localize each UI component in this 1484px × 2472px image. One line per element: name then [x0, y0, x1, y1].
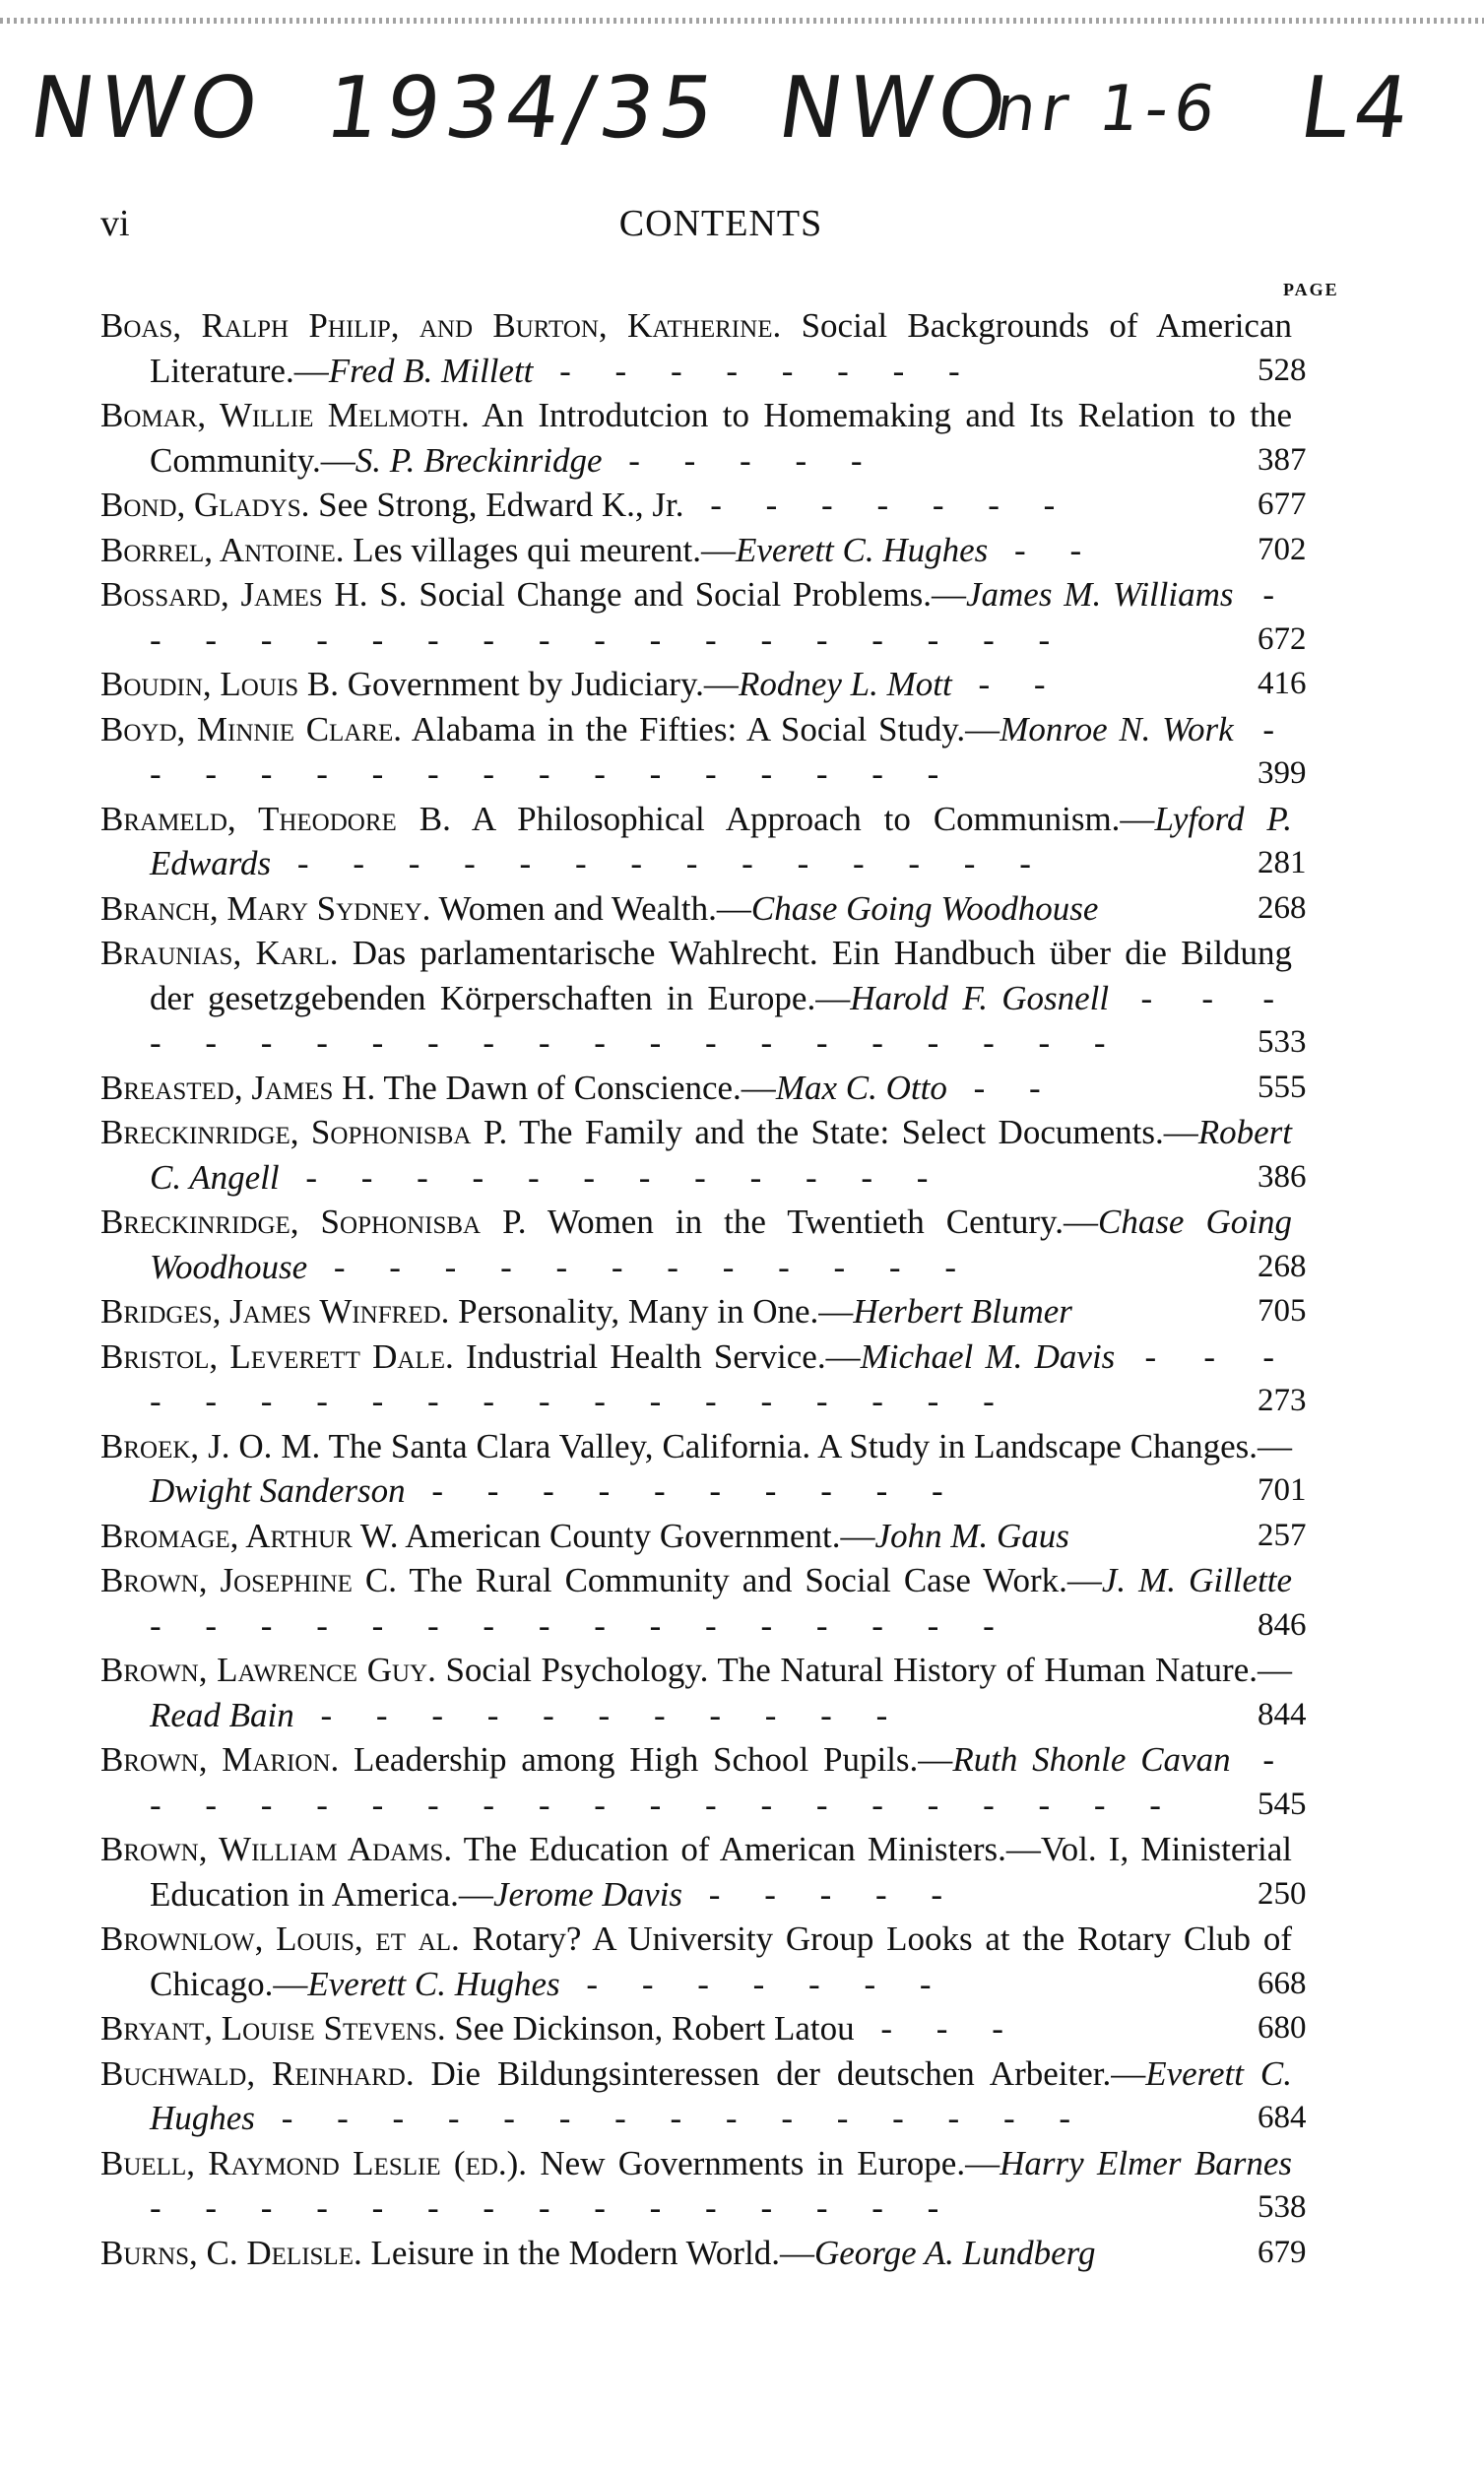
- entry-page-number: 680: [1258, 2010, 1307, 2046]
- entry-text: [100, 1737, 1292, 1827]
- entry-title: Government by Judiciary.—: [338, 665, 739, 703]
- entry-text: [100, 931, 1292, 1066]
- entry-title: Personality, Many in One.—: [449, 1292, 854, 1331]
- entry-page-number: 545: [1258, 1786, 1307, 1822]
- entry-page-number: 555: [1258, 1069, 1307, 1105]
- entry-reviewer: Everett C. Hughes: [307, 1964, 560, 2003]
- contents-entry: [100, 1827, 1346, 1917]
- entry-author: Brown, Josephine C.: [100, 1561, 398, 1599]
- entry-text: [100, 393, 1292, 483]
- contents-entry: [100, 483, 1346, 528]
- entry-text: [100, 1289, 1292, 1334]
- scan-edge-mark: [0, 18, 1484, 24]
- entry-author: Brameld, Theodore B.: [100, 799, 451, 838]
- entry-reviewer: J. M. Gillette: [1101, 1561, 1293, 1599]
- entry-reviewer: Dwight Sanderson: [150, 1471, 406, 1510]
- entry-author: Bomar, Willie Melmoth.: [100, 396, 470, 434]
- entry-text: [100, 707, 1292, 797]
- entry-text: [100, 303, 1292, 393]
- entry-text: [100, 1827, 1292, 1917]
- contents-entry: [100, 1200, 1346, 1289]
- entry-title: Die Bildungsinteressen der deutschen Arbeiter.—: [414, 2053, 1146, 2093]
- entry-reviewer: Jerome Davis: [492, 1874, 683, 1914]
- entry-title: A Philosophical Approach to Communism.—: [450, 799, 1155, 838]
- entry-title: American County Government.—: [398, 1516, 875, 1555]
- entry-page-number: 538: [1258, 2189, 1307, 2225]
- entry-reviewer: Everett C. Hughes: [736, 530, 989, 569]
- handwritten-token: L4: [1294, 59, 1422, 158]
- entry-author: Buchwald, Reinhard.: [100, 2053, 415, 2093]
- contents-entry: [100, 1558, 1346, 1648]
- entry-title: Women and Wealth.—: [430, 888, 751, 928]
- contents-entry: [100, 662, 1346, 707]
- entry-title: Alabama in the Fifties: A Social Study.—: [402, 709, 1000, 748]
- entry-title: Social Psychology. The Natural History of Human Nature.—: [435, 1651, 1292, 1689]
- contents-entry: [100, 1066, 1346, 1111]
- entry-author: Borrel, Antoine.: [100, 530, 345, 569]
- page-column-label: PAGE: [1283, 280, 1339, 299]
- entry-text: [100, 1917, 1292, 2006]
- dot-leaders: - - - - - - -: [559, 1964, 949, 2003]
- entry-author: Breasted, James H.: [100, 1068, 376, 1107]
- dot-leaders: - -: [946, 1068, 1059, 1107]
- entry-reviewer: Chase Going Woodhouse: [750, 888, 1099, 928]
- entry-author: Bristol, Leverett Dale.: [100, 1336, 454, 1376]
- dot-leaders: - - - - - - - - - - - -: [279, 1157, 946, 1197]
- entry-reviewer: Everett C. Hughes: [150, 2053, 1293, 2137]
- entry-title: Les villages qui meurent.—: [344, 530, 737, 569]
- entry-author: Bridges, James Winfred.: [100, 1292, 450, 1331]
- entry-text: [100, 572, 1292, 662]
- entry-author: Boyd, Minnie Clare.: [100, 709, 403, 748]
- entry-author: Bossard, James H. S.: [100, 575, 408, 614]
- contents-entry: [100, 1289, 1346, 1334]
- entry-page-number: 677: [1258, 487, 1307, 522]
- entry-text: [100, 1110, 1292, 1200]
- entry-author: Branch, Mary Sydney.: [100, 888, 431, 928]
- contents-entry: [100, 1110, 1346, 1200]
- entry-author: Buell, Raymond Leslie (ed.).: [100, 2143, 528, 2182]
- dot-leaders: - - - - - - -: [683, 486, 1073, 524]
- dot-leaders: - - - - -: [682, 1874, 961, 1914]
- entry-author: Breckinridge, Sophonisba P.: [100, 1203, 527, 1241]
- entry-text: [100, 2051, 1292, 2141]
- entry-reviewer: Herbert Blumer: [853, 1292, 1072, 1331]
- entry-reviewer: John M. Gaus: [874, 1516, 1069, 1555]
- entry-reviewer: Robert C. Angell: [150, 1113, 1292, 1197]
- entry-title: The Santa Clara Valley, California. A Study in Landscape Changes.—: [320, 1426, 1292, 1465]
- dot-leaders: - - - - - - - - - - -: [293, 1695, 906, 1734]
- entry-reviewer: Michael M. Davis: [860, 1336, 1116, 1376]
- dot-leaders: - - - - - - - - - - - - - - - - - - - - -: [150, 978, 1293, 1062]
- entry-page-number: 705: [1258, 1293, 1307, 1329]
- entry-reviewer: Rodney L. Mott: [738, 665, 952, 703]
- entry-page-number: 273: [1258, 1383, 1307, 1418]
- entry-title: Women in the Twentieth Century.—: [526, 1203, 1098, 1241]
- contents-entry: [100, 1424, 1346, 1514]
- dot-leaders: - - - - - - - - - - - - - - - - - -: [150, 575, 1293, 659]
- entry-text: [100, 1558, 1292, 1648]
- entry-page-number: 533: [1258, 1024, 1307, 1060]
- entry-author: Bond, Gladys.: [100, 486, 310, 524]
- contents-entry: [100, 886, 1346, 932]
- entry-title: New Governments in Europe.—: [527, 2143, 1000, 2182]
- contents-entry: [100, 1334, 1346, 1424]
- contents-entry: [100, 1737, 1346, 1827]
- entry-title: Leadership among High School Pupils.—: [339, 1740, 953, 1779]
- entry-author: Boudin, Louis B.: [100, 665, 339, 703]
- entry-author: Breckinridge, Sophonisba P.: [100, 1113, 508, 1151]
- dot-leaders: - - - - - - - - - - - - - - - -: [150, 1605, 1012, 1645]
- entry-title: See Dickinson, Robert Latou: [445, 2009, 855, 2048]
- entry-author: Burns, C. Delisle.: [100, 2233, 362, 2272]
- entry-page-number: 250: [1258, 1875, 1307, 1912]
- entry-author: Brown, William Adams.: [100, 1830, 453, 1868]
- entry-text: [100, 483, 1292, 528]
- contents-list: [100, 303, 1346, 2275]
- entry-author: Brown, Lawrence Guy.: [100, 1651, 436, 1689]
- dot-leaders: - - -: [854, 2009, 1021, 2048]
- entry-page-number: 399: [1258, 755, 1307, 791]
- entry-page-number: 268: [1258, 889, 1307, 926]
- contents-entry: [100, 1514, 1346, 1559]
- entry-title: The Education of American Ministers.—Vol. I, Ministerial Education in America.—: [150, 1830, 1292, 1914]
- entry-text: [100, 1066, 1292, 1111]
- contents-entry: [100, 572, 1346, 662]
- entry-page-number: 844: [1258, 1696, 1307, 1732]
- dot-leaders: - - - - - - - - - - - -: [307, 1247, 974, 1286]
- entry-page-number: 268: [1258, 1248, 1307, 1284]
- handwritten-token: 1934/35: [319, 59, 727, 158]
- entry-text: [100, 662, 1292, 707]
- contents-entry: [100, 393, 1346, 483]
- dot-leaders: - - - - - - - - - - - - - - - - - - -: [150, 1336, 1292, 1420]
- entry-reviewer: Ruth Shonle Cavan: [952, 1740, 1231, 1779]
- entry-title: The Family and the State: Select Documents.—: [507, 1113, 1198, 1151]
- handwritten-token: NWO: [24, 59, 270, 158]
- entry-reviewer: Lyford P. Edwards: [150, 799, 1293, 882]
- entry-page-number: 257: [1258, 1517, 1307, 1553]
- entry-page-number: 846: [1258, 1606, 1307, 1643]
- handwritten-call-number: [22, 59, 1456, 177]
- entry-author: Bromage, Arthur W.: [100, 1516, 399, 1555]
- entry-reviewer: Chase Going Woodhouse: [150, 1203, 1292, 1286]
- entry-title: Industrial Health Service.—: [453, 1336, 861, 1376]
- entry-reviewer: Read Bain: [150, 1695, 294, 1734]
- page-header: [100, 202, 1341, 261]
- dot-leaders: - -: [988, 530, 1100, 569]
- entry-page-number: 684: [1258, 2100, 1307, 2135]
- dot-leaders: - - - - - - - - - - - - - - -: [254, 2099, 1089, 2137]
- contents-entry: [100, 2231, 1346, 2276]
- entry-page-number: 672: [1258, 620, 1307, 657]
- contents-entry: [100, 528, 1346, 573]
- entry-page-number: 416: [1258, 666, 1307, 701]
- contents-entry: [100, 2006, 1346, 2051]
- entry-reviewer: Harry Elmer Barnes: [1000, 2143, 1292, 2182]
- entry-title: Social Change and Social Problems.—: [407, 575, 966, 614]
- entry-author: Boas, Ralph Philip, and Burton, Katherine.: [100, 306, 782, 345]
- dot-leaders: - - - - - - - - - - - - - -: [271, 844, 1049, 882]
- entry-title: Rotary? A University Group Looks at the Rotary Club of Chicago.—: [150, 1919, 1292, 2003]
- entry-reviewer: S. P. Breckinridge: [355, 440, 603, 480]
- contents-entry: [100, 707, 1346, 797]
- entry-text: [100, 2231, 1292, 2276]
- entry-page-number: 281: [1258, 845, 1307, 880]
- contents-entry: [100, 797, 1346, 886]
- entry-reviewer: Monroe N. Work: [1000, 709, 1234, 748]
- handwritten-token: NWO: [772, 59, 1018, 158]
- entry-page-number: 679: [1258, 2234, 1307, 2270]
- entry-page-number: 701: [1258, 1472, 1307, 1508]
- dot-leaders: - -: [951, 665, 1064, 703]
- entry-title: The Dawn of Conscience.—: [375, 1068, 776, 1107]
- entry-author: Braunias, Karl.: [100, 934, 339, 972]
- entry-text: [100, 528, 1292, 573]
- entry-page-number: 386: [1258, 1158, 1307, 1195]
- entry-author: Brownlow, Louis, et al.: [100, 1919, 460, 1958]
- entry-author: Broek, J. O. M.: [100, 1426, 321, 1465]
- dot-leaders: - - - - - - - - - - - - - - -: [150, 2188, 957, 2227]
- entry-text: [100, 1334, 1292, 1424]
- entry-text: [100, 2141, 1292, 2231]
- entry-title: Das parlamentarische Wahlrecht. Ein Handbuch über die Bildung der gesetzgebenden Körperschaften in Europe.—: [150, 934, 1292, 1017]
- page-number: vi: [100, 203, 130, 244]
- contents-entry: [100, 2141, 1346, 2231]
- entry-page-number: 387: [1258, 441, 1307, 478]
- entry-reviewer: George A. Lundberg: [813, 2233, 1096, 2272]
- entry-title: Leisure in the Modern World.—: [361, 2233, 814, 2272]
- entry-text: [100, 1200, 1292, 1289]
- dot-leaders: - - - - - - - - - - - - - - - -: [150, 709, 1292, 793]
- entry-page-number: 702: [1258, 531, 1307, 567]
- entry-text: [100, 797, 1292, 886]
- dot-leaders: - - - - - - - - - -: [405, 1471, 961, 1510]
- entry-text: [100, 2006, 1292, 2051]
- entry-text: [100, 1424, 1292, 1514]
- contents-entry: [100, 2051, 1346, 2141]
- entry-author: Brown, Marion.: [100, 1740, 340, 1779]
- dot-leaders: - - - - -: [602, 440, 880, 480]
- contents-entry: [100, 931, 1346, 1066]
- dot-leaders: - - - - - - - -: [533, 351, 978, 390]
- entry-page-number: 528: [1258, 352, 1307, 388]
- entry-title: An Introdutcion to Homemaking and Its Relation to the Community.—: [150, 396, 1292, 480]
- contents-entry: [100, 1648, 1346, 1737]
- page-title: CONTENTS: [618, 203, 823, 244]
- contents-entry: [100, 303, 1346, 393]
- entry-page-number: 668: [1258, 1965, 1307, 2001]
- entry-reviewer: Max C. Otto: [775, 1068, 947, 1107]
- entry-reviewer: Fred B. Millett: [328, 351, 534, 390]
- entry-author: Bryant, Louise Stevens.: [100, 2009, 446, 2048]
- dot-leaders: - - - - - - - - - - - - - - - - - - - -: [150, 1740, 1292, 1824]
- entry-reviewer: James M. Williams: [966, 575, 1234, 614]
- contents-entry: [100, 1917, 1346, 2006]
- entry-title: The Rural Community and Social Case Work.—: [397, 1561, 1102, 1599]
- entry-title: Social Backgrounds of American Literature.—: [150, 306, 1292, 390]
- entry-reviewer: Harold F. Gosnell: [850, 978, 1110, 1017]
- entry-text: [100, 1648, 1292, 1737]
- entry-text: [100, 886, 1292, 932]
- entry-text: [100, 1514, 1292, 1559]
- handwritten-token: nr 1-6: [991, 73, 1226, 146]
- entry-title: See Strong, Edward K., Jr.: [309, 486, 684, 524]
